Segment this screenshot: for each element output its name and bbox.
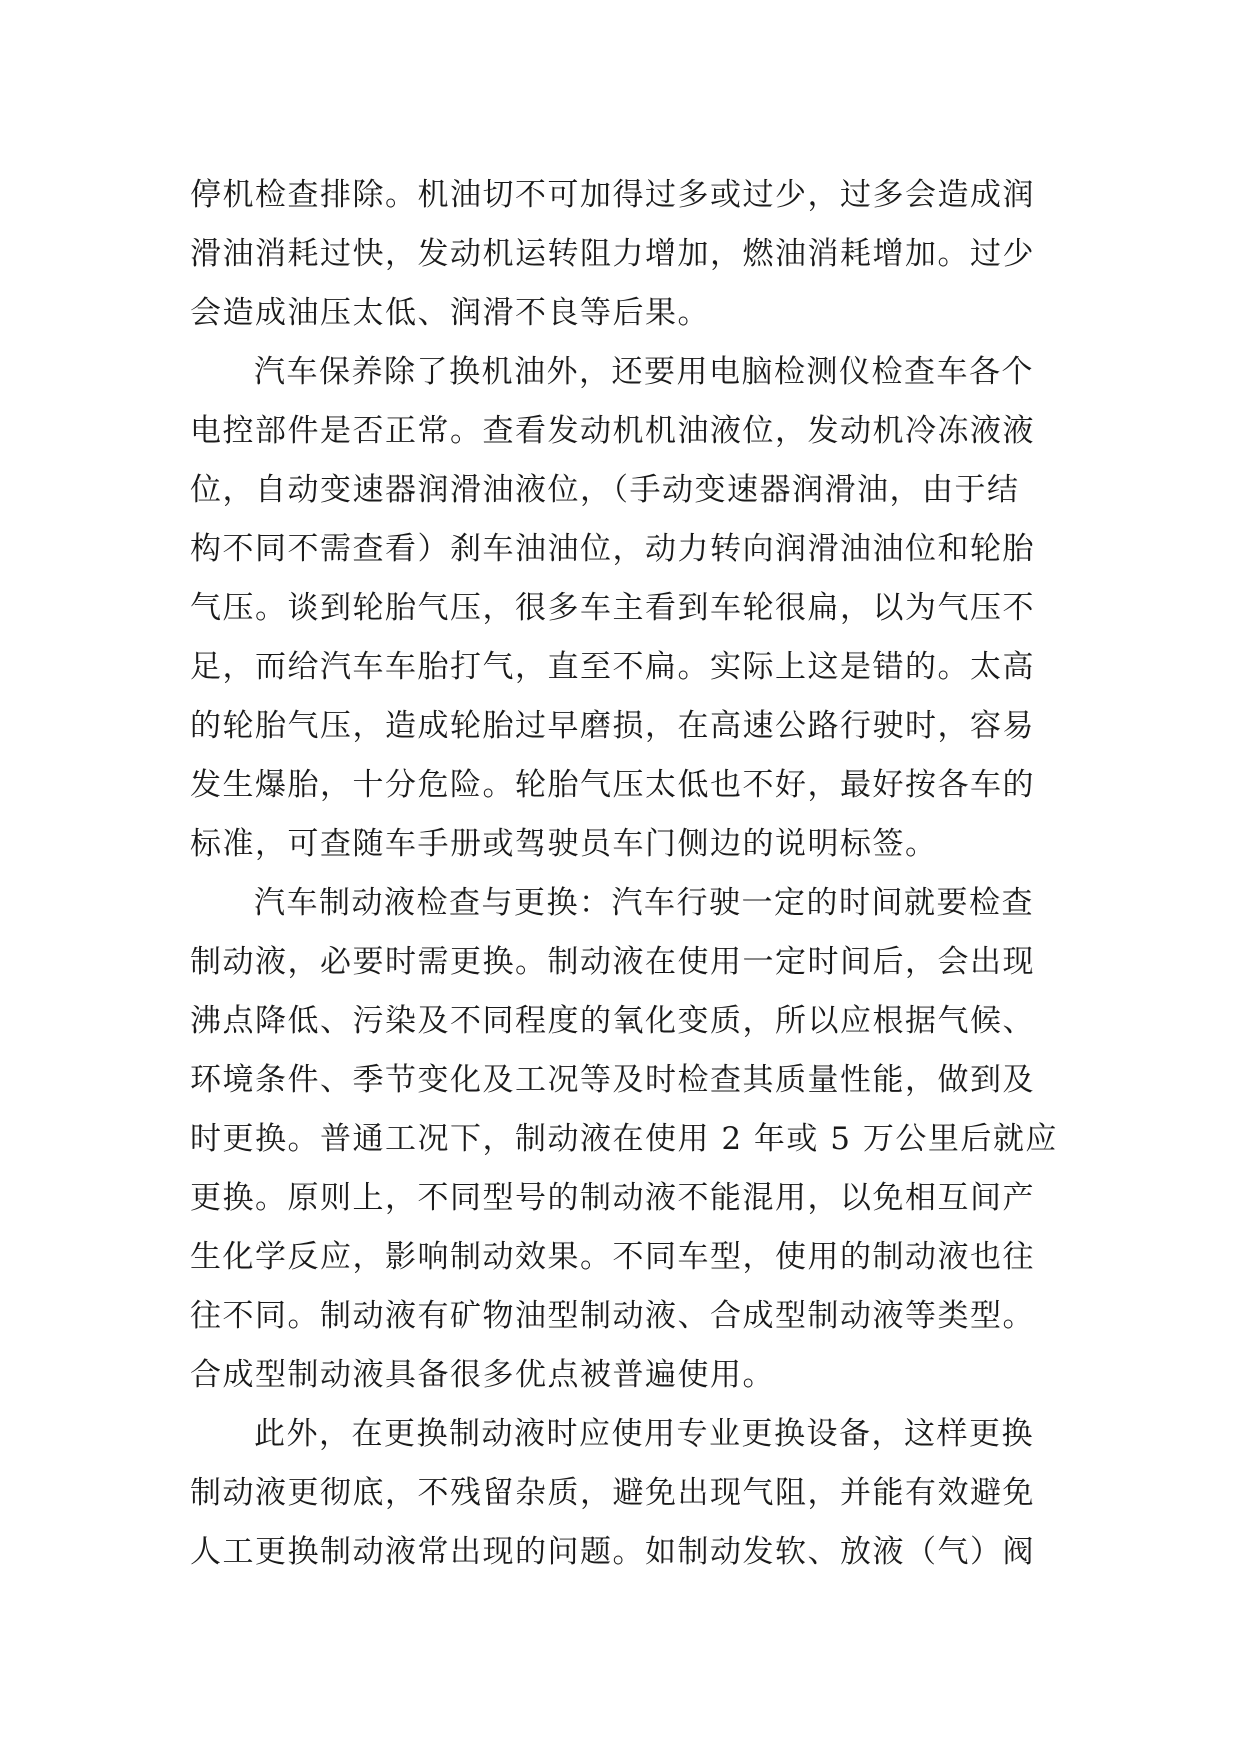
text-line: 环境条件、季节变化及工况等及时检查其质量性能，做到及 xyxy=(190,1062,1035,1098)
text-line: 气压。谈到轮胎气压，很多车主看到车轮很扁，以为气压不 xyxy=(190,590,1035,626)
text-line: 更换。原则上，不同型号的制动液不能混用，以免相互间产 xyxy=(190,1180,1035,1216)
text-line: 构不同不需查看）刹车油油位，动力转向润滑油油位和轮胎 xyxy=(190,531,1035,567)
text-line: 的轮胎气压，造成轮胎过早磨损，在高速公路行驶时，容易 xyxy=(190,708,1035,744)
text-line: 往不同。制动液有矿物油型制动液、合成型制动液等类型。 xyxy=(190,1298,1035,1334)
text-line: 发生爆胎，十分危险。轮胎气压太低也不好，最好按各车的 xyxy=(190,767,1035,803)
text-line: 时更换。普通工况下，制动液在使用 2 年或 5 万公里后就应 xyxy=(190,1121,1058,1157)
text-line: 会造成油压太低、润滑不良等后果。 xyxy=(190,295,710,331)
paragraph-first-line: 汽车制动液检查与更换：汽车行驶一定的时间就要检查 xyxy=(254,885,1034,921)
text-line: 足，而给汽车车胎打气，直至不扁。实际上这是错的。太高 xyxy=(190,649,1035,685)
text-line: 滑油消耗过快，发动机运转阻力增加，燃油消耗增加。过少 xyxy=(190,236,1035,272)
text-line: 合成型制动液具备很多优点被普遍使用。 xyxy=(190,1357,775,1393)
paragraph-first-line: 汽车保养除了换机油外，还要用电脑检测仪检查车各个 xyxy=(254,354,1034,390)
text-line: 人工更换制动液常出现的问题。如制动发软、放液（气）阀 xyxy=(190,1534,1035,1570)
text-line: 制动液，必要时需更换。制动液在使用一定时间后，会出现 xyxy=(190,944,1035,980)
text-line: 电控部件是否正常。查看发动机机油液位，发动机冷冻液液 xyxy=(190,413,1035,449)
text-line: 位，自动变速器润滑油液位，（手动变速器润滑油，由于结 xyxy=(190,472,1020,508)
text-line: 生化学反应，影响制动效果。不同车型，使用的制动液也往 xyxy=(190,1239,1035,1275)
text-line: 标准，可查随车手册或驾驶员车门侧边的说明标签。 xyxy=(190,826,938,862)
paragraph-first-line: 此外，在更换制动液时应使用专业更换设备，这样更换 xyxy=(254,1416,1034,1452)
text-line: 沸点降低、污染及不同程度的氧化变质，所以应根据气候、 xyxy=(190,1003,1035,1039)
text-line: 停机检查排除。机油切不可加得过多或过少，过多会造成润 xyxy=(190,177,1035,213)
text-line: 制动液更彻底，不残留杂质，避免出现气阻，并能有效避免 xyxy=(190,1475,1035,1511)
body-text xyxy=(190,166,1070,1582)
